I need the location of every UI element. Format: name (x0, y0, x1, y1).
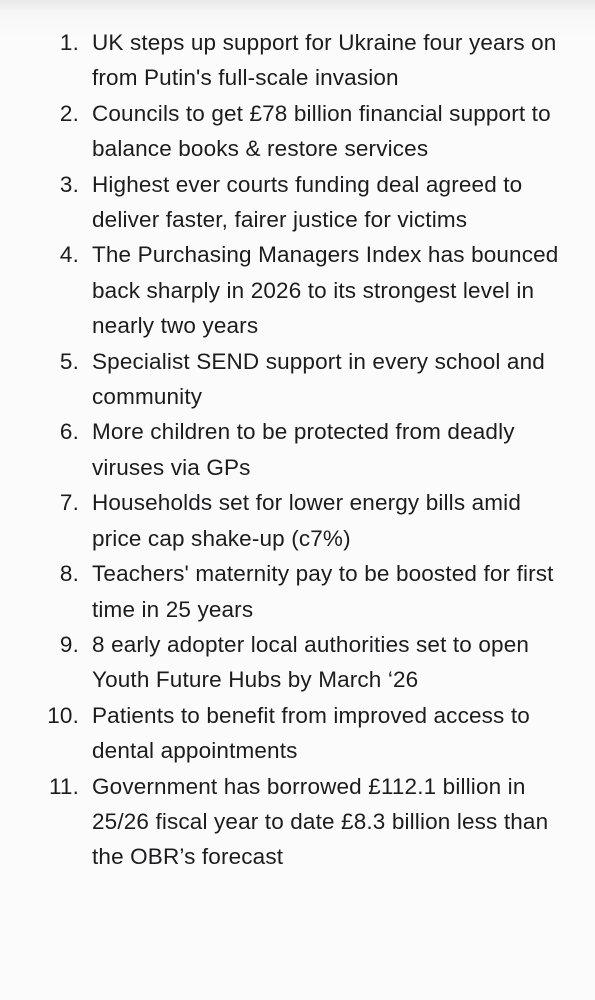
item-text: More children to be protected from deadly viruses via GPs (92, 419, 515, 480)
item-number: 11. (48, 773, 79, 799)
item-text: UK steps up support for Ukraine four years on from Putin's full-scale invasion (92, 30, 557, 91)
list-item (0, 769, 595, 875)
item-text: Households set for lower energy bills amid price cap shake-up (c7%) (92, 490, 521, 551)
item-number: 4. (59, 242, 79, 268)
list-item (0, 556, 595, 627)
list-item (0, 698, 595, 769)
item-number: 10. (47, 702, 79, 728)
list-item (0, 237, 595, 343)
list-item (0, 485, 595, 556)
item-text: Specialist SEND support in every school and community (92, 348, 545, 410)
item-text: Patients to benefit from improved access to dental appointments (92, 702, 530, 764)
item-text: Highest ever courts funding deal agreed to deliver faster, fairer justice for victims (92, 171, 523, 233)
item-number: 6. (59, 419, 79, 445)
list-item (0, 627, 595, 698)
item-number: 9. (59, 631, 79, 657)
item-number: 2. (59, 100, 79, 126)
item-number: 5. (59, 348, 79, 374)
item-text: The Purchasing Managers Index has bounced back sharply in 2026 to its strongest level in nearly two years (92, 242, 559, 339)
item-number: 7. (59, 490, 79, 516)
list-item (0, 167, 595, 238)
news-list (0, 25, 595, 875)
list-item (0, 25, 595, 96)
item-text: Councils to get £78 billion financial support to balance books & restore services (92, 100, 551, 162)
item-text: 8 early adopter local authorities set to open Youth Future Hubs by March ‘26 (92, 631, 530, 693)
list-item (0, 96, 595, 167)
list-item (0, 344, 595, 415)
item-text: Teachers' maternity pay to be boosted for first time in 25 years (92, 561, 554, 622)
item-number: 1. (59, 30, 79, 55)
item-number: 8. (59, 561, 79, 587)
item-number: 3. (59, 171, 79, 197)
list-item (0, 414, 595, 485)
item-text: Government has borrowed £112.1 billion in 25/26 fiscal year to date £8.3 billion less than the OBR’s forecast (92, 773, 549, 870)
